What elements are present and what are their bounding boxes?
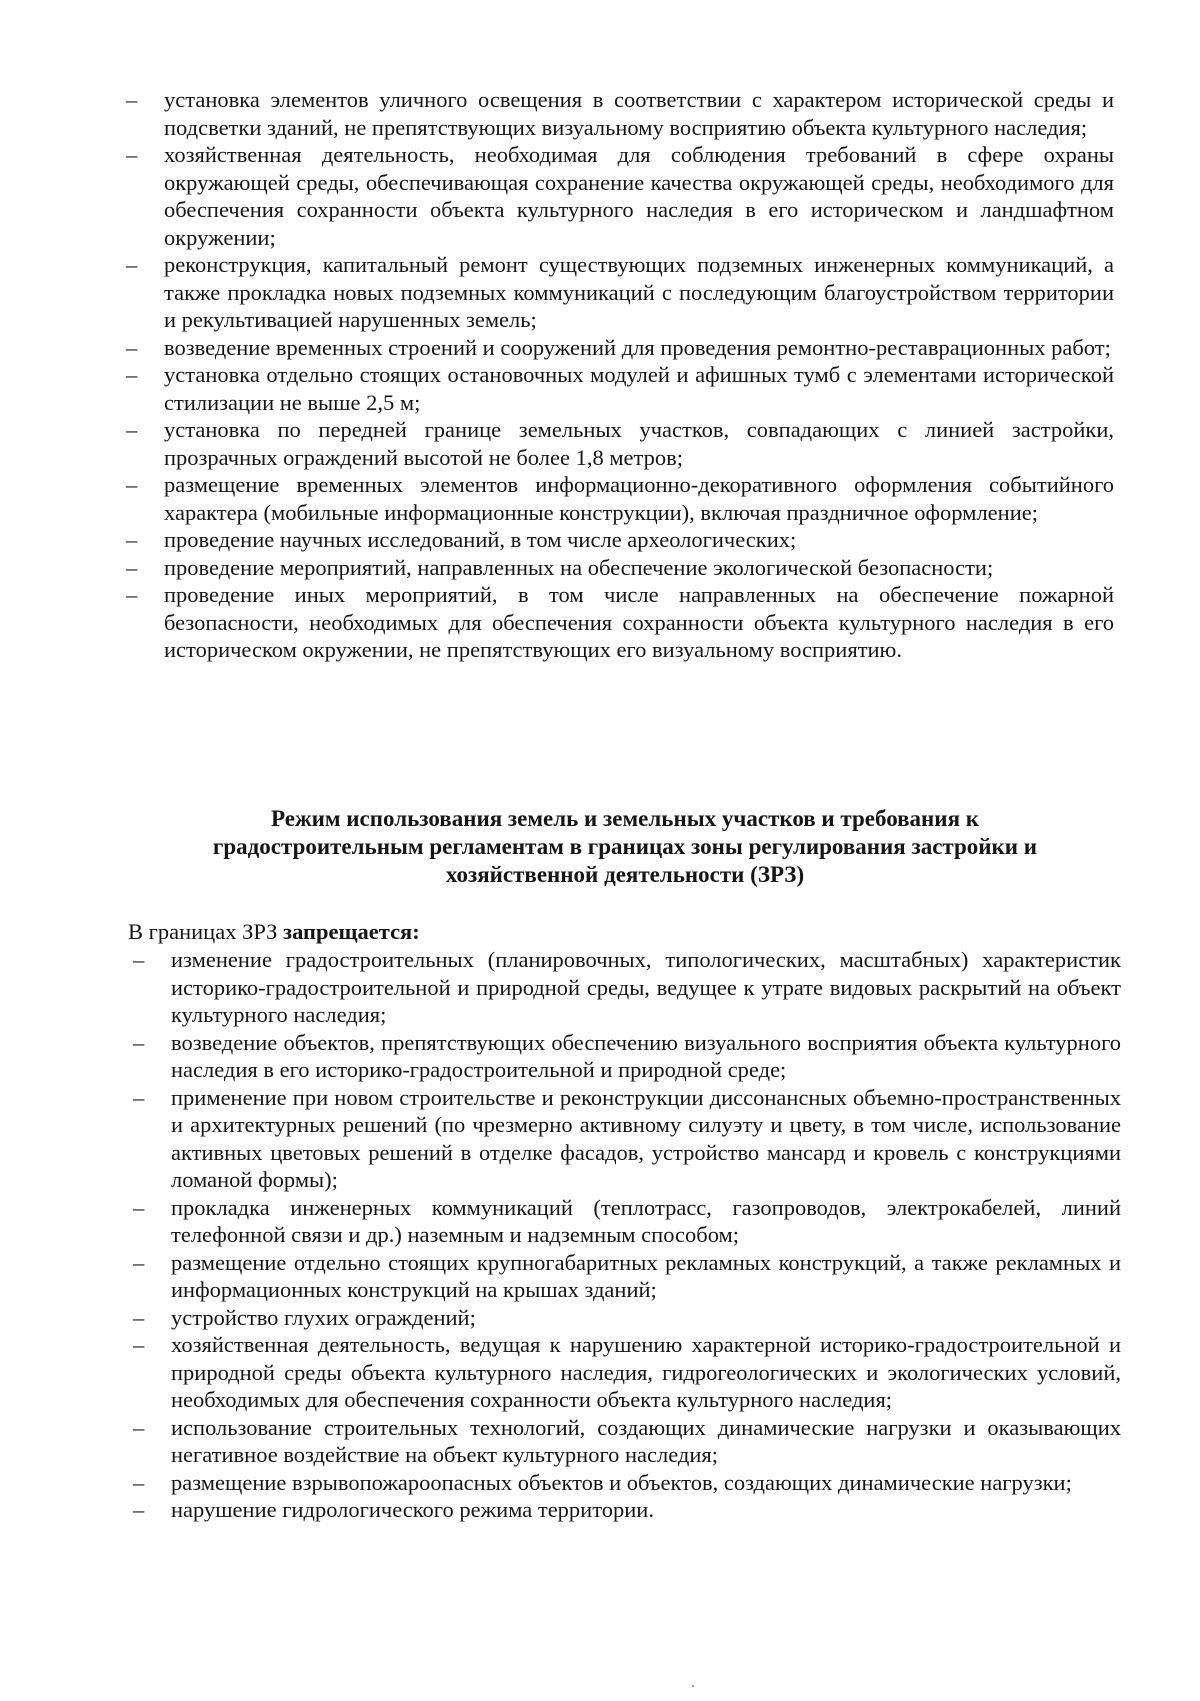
section-heading-line: градостроительным регламентам в границах зоны регулирования застройки и (212, 834, 1038, 859)
list-item: – размещение взрывопожароопасных объектов и объектов, создающих динамические нагрузки; (171, 1469, 1121, 1497)
section-heading (150, 805, 1100, 889)
scan-speck (692, 1685, 694, 1687)
prohibitions-intro-text: В границах ЗРЗ (128, 919, 284, 944)
list-item: – прокладка инженерных коммуникаций (теплотрасс, газопроводов, электрокабелей, линий телефонной связи и др.) наземным и надземным способом; (171, 1194, 1121, 1249)
list-item: – хозяйственная деятельность, ведущая к нарушению характерной историко-градостроительной и природной среды объекта культурного наследия, гидрогеологических и экологических условий, необходимых для обеспечения сохранности объекта культурного наследия; (171, 1331, 1121, 1414)
list-item: – установка по передней границе земельных участков, совпадающих с линией застройки, прозрачных ограждений высотой не более 1,8 метров; (164, 416, 1114, 471)
permitted-activities-list (164, 86, 1114, 664)
list-item: – установка элементов уличного освещения в соответствии с характером исторической среды и подсветки зданий, не препятствующих визуальному восприятию объекта культурного наследия; (164, 86, 1114, 141)
list-item: – возведение временных строений и сооружений для проведения ремонтно-реставрационных работ; (164, 334, 1114, 362)
list-item: – изменение градостроительных (планировочных, типологических, масштабных) характеристик историко-градостроительной и природной среды, ведущее к утрате видовых раскрытий на объект культурного наследия; (171, 946, 1121, 1029)
list-item: – устройство глухих ограждений; (171, 1304, 1121, 1332)
list-item: – хозяйственная деятельность, необходимая для соблюдения требований в сфере охраны окружающей среды, обеспечивающая сохранение качества окружающей среды, необходимого для обеспечения сохранности объекта культурного наследия в его историческом и ландшафтном окружении; (164, 141, 1114, 251)
list-item: – проведение иных мероприятий, в том числе направленных на обеспечение пожарной безопасности, необходимых для обеспечения сохранности объекта культурного наследия в его историческом окружении, не препятствующих его визуальному восприятию. (164, 581, 1114, 664)
list-item: – размещение временных элементов информационно-декоративного оформления событийного характера (мобильные информационные конструкции), включая праздничное оформление; (164, 471, 1114, 526)
prohibitions-intro-keyword: запрещается: (283, 919, 420, 944)
section-heading-line: хозяйственной деятельности (ЗРЗ) (445, 862, 805, 887)
list-item: – использование строительных технологий, создающих динамические нагрузки и оказывающих негативное воздействие на объект культурного наследия; (171, 1414, 1121, 1469)
list-item: – проведение научных исследований, в том числе археологических; (164, 526, 1114, 554)
prohibitions-intro (128, 918, 1028, 946)
list-item: – проведение мероприятий, направленных на обеспечение экологической безопасности; (164, 554, 1114, 582)
list-item: – возведение объектов, препятствующих обеспечению визуального восприятия объекта культурного наследия в его историко-градостроительной и природной среде; (171, 1029, 1121, 1084)
list-item: – применение при новом строительстве и реконструкции диссонансных объемно-пространственных и архитектурных решений (по чрезмерно активному силуэту и цвету, в том числе, использование активных цветовых решений в отделке фасадов, устройство мансард и кровель с конструкциями ломаной формы); (171, 1084, 1121, 1194)
list-item: – размещение отдельно стоящих крупногабаритных рекламных конструкций, а также рекламных и информационных конструкций на крышах зданий; (171, 1249, 1121, 1304)
list-item: – установка отдельно стоящих остановочных модулей и афишных тумб с элементами исторической стилизации не выше 2,5 м; (164, 361, 1114, 416)
list-item: – нарушение гидрологического режима территории. (171, 1496, 1121, 1524)
prohibited-activities-list (171, 946, 1121, 1524)
list-item: – реконструкция, капитальный ремонт существующих подземных инженерных коммуникаций, а также прокладка новых подземных коммуникаций с последующим благоустройством территории и рекультивацией нарушенных земель; (164, 251, 1114, 334)
section-heading-line: Режим использования земель и земельных участков и требования к (270, 806, 980, 831)
